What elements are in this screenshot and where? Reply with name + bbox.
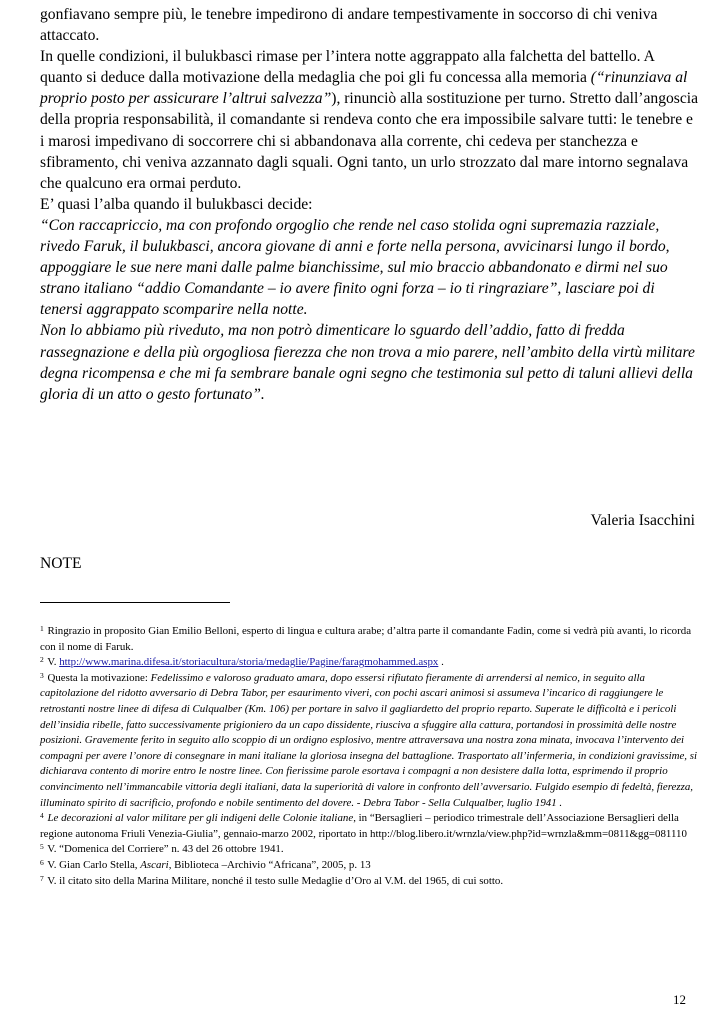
footnote-number: 6 bbox=[40, 857, 44, 867]
footnote-text: . bbox=[438, 656, 444, 669]
footnote bbox=[40, 671, 702, 811]
text-run: In quelle condizioni, il bulukbasci rimase per l’intera notte aggrappato alla falchetta del battello. A quanto si deduce dalla motivazione della medaglia che poi gli fu concessa alla memoria bbox=[40, 48, 655, 87]
footnote bbox=[40, 874, 702, 890]
footnote bbox=[40, 858, 702, 874]
footnote-number: 7 bbox=[40, 873, 44, 883]
footnote-text: , Biblioteca –Archivio “Africana”, 2005, p. 13 bbox=[168, 858, 371, 871]
footnote-number: 4 bbox=[40, 811, 44, 821]
footnote-citation: Fedelissimo e valoroso graduato amara, dopo essersi rifiutato fieramente di arrendersi al nemico, in seguito alla capitolazione del ridotto avversario di Debra Tabor, per esaurimento viveri, con pochi ascari animosi si assumeva l’incarico di raggiungere le retrostanti nostre linee di difesa di Culqualber (Km. 106) per portare in salvo il gagliardetto del proprio reparto. Superate le difficoltà e i pericoli dell’insidia ribelle, fatto successivamente prigioniero da un capo dissidente, riusciva a sfuggire alla cattura, portandosi in prossimità delle nostre posizioni. Gravemente ferito in seguito allo scoppio di un ordigno esplosivo, mentre attraversava una nostra zona minata, invocava l’intervento dei compagni per avere l’onore di consegnare in mani italiane la gloriosa insegna del battaglione. Trasportato all’infermeria, in condizioni gravissime, si dichiarava contento di morire entro le nostre linee. Con fierissime parole esortava i compagni a non desistere dalla lotta, esprimendo il proprio convincimento nell’immancabile vittoria degli italiani, data la superiorità di valore in confronto dell’avversario. Fulgido esempio di fedeltà, fierezza, illuminato spirito di sacrificio, profondo e nobile sentimento del dovere. - Debra Tabor - Sella Culqualber, luglio 1941 . bbox=[40, 671, 698, 809]
footnote-number: 5 bbox=[40, 842, 44, 852]
body-text bbox=[40, 4, 700, 405]
footnote-divider bbox=[40, 602, 230, 603]
footnote-text: Ringrazio in proposito Gian Emilio Belloni, esperto di lingua e cultura arabe; d’altra parte il comandante Fadin, come si vedrà più avanti, lo ricorda con il nome di Faruk. bbox=[40, 625, 692, 653]
footnote-text: , in “Bersaglieri – periodico trimestrale dell’Associazione Bersaglieri della regione autonoma Friuli Venezia-Giulia”, gennaio-marzo 2002, riportato in http://blog.libero.it/wrnzla/view.php?id=wrnzla&mm=0811&gg=081110 bbox=[40, 812, 687, 840]
paragraph bbox=[40, 46, 700, 194]
paragraph: E’ quasi l’alba quando il bulukbasci decide: bbox=[40, 195, 313, 213]
footnote-number: 1 bbox=[40, 624, 44, 633]
paragraph: gonfiavano sempre più, le tenebre impedirono di andare tempestivamente in soccorso di chi veniva attaccato. bbox=[40, 6, 658, 45]
footnote-text: V. “Domenica del Corriere” n. 43 del 26 ottobre 1941. bbox=[44, 843, 284, 856]
footnote bbox=[40, 624, 702, 655]
footnote-text: V. il citato sito della Marina Militare, nonché il testo sulle Medaglie d’Oro al V.M. del 1965, di cui sotto. bbox=[44, 874, 504, 887]
footnotes bbox=[40, 624, 702, 889]
footnote-title: Ascari bbox=[140, 858, 169, 871]
text-run: ), rinunciò alla sostituzione per turno. Stretto dall’angoscia della propria responsabilità, il comandante si rendeva conto che era impossibile salvare tutti: le tenebre e i marosi impedivano di soccorrere chi si abbandonava alla corrente, chi cedeva per stanchezza e sfibramento, chi veniva azzannato dagli squali. Ogni tanto, un urlo strozzato dal mare intorno segnalava che qualcuno era ormai perduto. bbox=[40, 90, 699, 192]
quote-paragraph: Non lo abbiamo più riveduto, ma non potrò dimenticare lo sguardo dell’addio, fatto di fredda rassegnazione e della più orgogliosa fierezza che non trova a mio parere, nell’ambito della virtù militare degna ricompensa e che mi fa sembrare banale ogni segno che testimonia sul petto di taluni allievi della gloria di un atto o gesto fortunato”. bbox=[40, 322, 695, 403]
footnote bbox=[40, 655, 702, 671]
quoted-motivation: (“rinunziava al proprio posto per assicurare l’altrui salvezza” bbox=[40, 69, 688, 108]
notes-heading: NOTE bbox=[40, 555, 82, 572]
footnote bbox=[40, 842, 702, 858]
footnote-text: Questa la motivazione: bbox=[44, 671, 151, 684]
footnote-text: V. Gian Carlo Stella, bbox=[44, 858, 141, 871]
footnote bbox=[40, 811, 702, 842]
footnote-number: 3 bbox=[40, 670, 44, 680]
quote-paragraph: “Con raccapriccio, ma con profondo orgoglio che rende nel caso stolida ogni supremazia razziale, rivedo Faruk, il bulukbasci, ancora giovane di anni e forte nella persona, avvicinarsi lungo il bordo, appoggiare le sue nere mani dalle palme bianchissime, sul mio braccio abbandonato e dirmi nel suo strano italiano “addio Comandante – io avere finito ogni forza – io ti ringraziare”, lasciare poi di tenersi aggrappato scomparire nella notte. bbox=[40, 216, 670, 319]
footnote-text: V. bbox=[44, 656, 60, 669]
page-number: 12 bbox=[673, 992, 686, 1007]
footnote-number: 2 bbox=[40, 655, 44, 665]
footnote-link[interactable]: http://www.marina.difesa.it/storiacultura/storia/medaglie/Pagine/faragmohammed.aspx bbox=[59, 656, 439, 669]
author-signature: Valeria Isacchini bbox=[590, 512, 695, 529]
footnote-title: Le decorazioni al valor militare per gli indigeni delle Colonie italiane bbox=[44, 812, 354, 825]
